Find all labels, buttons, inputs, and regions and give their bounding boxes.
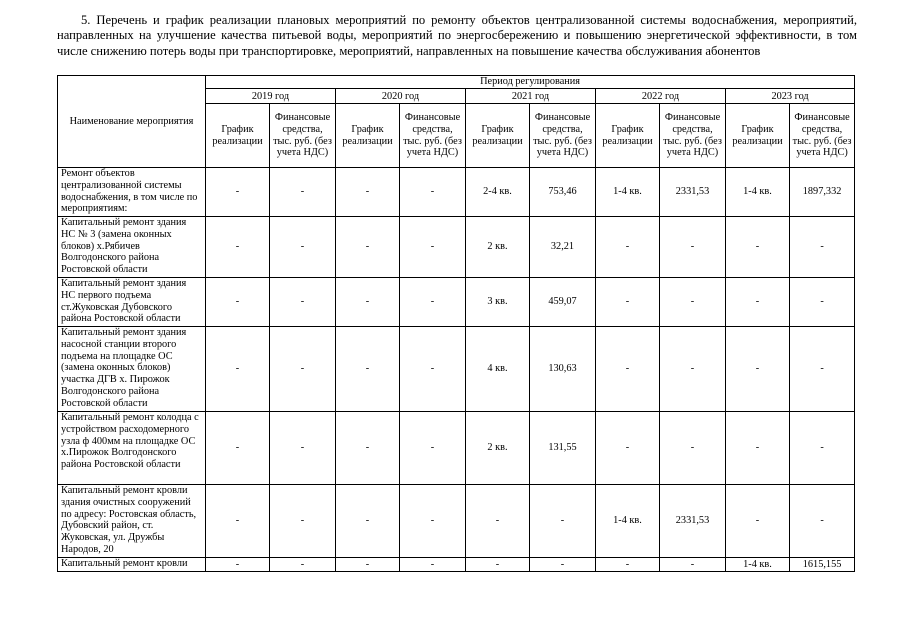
schedule-cell: 2 кв. [466,217,530,278]
table-row [58,558,855,572]
year-header: 2022 год [596,89,726,104]
finance-cell: - [270,412,336,485]
finance-cell: - [660,278,726,327]
schedule-cell: - [466,485,530,558]
measure-name-cell: Капитальный ремонт здания насосной станции второго подъема на площадке ОС (замена оконных блоков) участка ДГВ х. Пирожок Волгодонского района Ростовской области [58,327,206,412]
schedule-cell: - [206,558,270,572]
finance-cell: - [400,217,466,278]
table-row [58,412,855,485]
schedule-column-header: График реализации [596,104,660,168]
schedule-cell: - [726,217,790,278]
finance-cell: 459,07 [530,278,596,327]
table-body [58,168,855,572]
finance-cell: - [270,558,336,572]
finance-column-header: Финансовые средства, тыс. руб. (без учета НДС) [660,104,726,168]
finance-cell: 1897,332 [790,168,855,217]
schedule-column-header: График реализации [726,104,790,168]
schedule-cell: 1-4 кв. [596,485,660,558]
finance-cell: - [270,217,336,278]
finance-cell: - [400,327,466,412]
schedule-cell: - [336,278,400,327]
schedule-cell: - [206,278,270,327]
finance-cell: - [660,327,726,412]
finance-cell: 753,46 [530,168,596,217]
finance-column-header: Финансовые средства, тыс. руб. (без учета НДС) [270,104,336,168]
schedule-cell: - [726,485,790,558]
measure-name-cell: Капитальный ремонт колодца с устройством расходомерного узла ф 400мм на площадке ОС х.Пирожок Волгодонского района Ростовской области [58,412,206,485]
schedule-cell: - [596,327,660,412]
finance-cell: - [790,278,855,327]
schedule-cell: - [726,327,790,412]
year-header: 2021 год [466,89,596,104]
finance-cell: - [660,412,726,485]
finance-cell: 2331,53 [660,485,726,558]
measure-name-cell: Капитальный ремонт здания НС № 3 (замена оконных блоков) х.Рябичев Волгодонского района Ростовской области [58,217,206,278]
schedule-cell: - [596,412,660,485]
finance-cell: - [790,485,855,558]
schedule-cell: 2-4 кв. [466,168,530,217]
finance-cell: 32,21 [530,217,596,278]
period-header: Период регулирования [206,76,855,89]
section-heading-text: 5. Перечень и график реализации плановых мероприятий по ремонту объектов централизованной системы водоснабжения, мероприятий, направленных на улучшение качества питьевой воды, мероприятий по энергосбережению и повышению энергетической эффективности, в том числе снижению потерь воды при транспортировке, мероприятий, направленных на повышение качества обслуживания абонентов [57,13,857,58]
header-row-period [58,76,855,89]
finance-cell: - [660,558,726,572]
table-row [58,327,855,412]
finance-cell: - [270,485,336,558]
finance-cell: - [400,485,466,558]
schedule-cell: - [206,168,270,217]
schedule-cell: 2 кв. [466,412,530,485]
finance-column-header: Финансовые средства, тыс. руб. (без учета НДС) [530,104,596,168]
schedule-column-header: График реализации [206,104,270,168]
schedule-cell: 4 кв. [466,327,530,412]
year-header: 2019 год [206,89,336,104]
table-row [58,485,855,558]
schedule-cell: - [336,412,400,485]
schedule-cell: 1-4 кв. [726,168,790,217]
schedule-cell: - [336,558,400,572]
schedule-cell: - [336,168,400,217]
section-heading [57,13,857,59]
measure-name-cell: Капитальный ремонт кровли [58,558,206,572]
schedule-cell: - [726,412,790,485]
schedule-cell: - [726,278,790,327]
finance-cell: - [660,217,726,278]
schedule-cell: - [206,485,270,558]
schedule-cell: 1-4 кв. [596,168,660,217]
finance-cell: - [790,412,855,485]
finance-cell: - [790,327,855,412]
schedule-cell: 1-4 кв. [726,558,790,572]
finance-cell: - [400,278,466,327]
finance-cell: - [270,168,336,217]
measures-table [57,75,855,572]
table-row [58,278,855,327]
schedule-column-header: График реализации [336,104,400,168]
finance-cell: - [530,485,596,558]
schedule-cell: - [466,558,530,572]
measure-name-cell: Капитальный ремонт кровли здания очистных сооружений по адресу: Ростовская область, Дубовский район, ст. Жуковская, ул. Дружбы Народов, 20 [58,485,206,558]
year-header: 2023 год [726,89,855,104]
year-header: 2020 год [336,89,466,104]
schedule-cell: - [206,327,270,412]
schedule-cell: - [206,217,270,278]
finance-cell: - [400,558,466,572]
finance-cell: 1615,155 [790,558,855,572]
finance-cell: - [270,278,336,327]
schedule-cell: - [336,485,400,558]
measure-name-cell: Ремонт объектов централизованной системы водоснабжения, в том числе по мероприятиям: [58,168,206,217]
finance-cell: 130,63 [530,327,596,412]
schedule-cell: - [206,412,270,485]
schedule-cell: 3 кв. [466,278,530,327]
schedule-cell: - [596,217,660,278]
finance-cell: - [530,558,596,572]
finance-column-header: Финансовые средства, тыс. руб. (без учета НДС) [790,104,855,168]
schedule-column-header: График реализации [466,104,530,168]
finance-cell: 2331,53 [660,168,726,217]
schedule-cell: - [336,217,400,278]
finance-cell: 131,55 [530,412,596,485]
schedule-cell: - [596,558,660,572]
finance-column-header: Финансовые средства, тыс. руб. (без учета НДС) [400,104,466,168]
schedule-cell: - [596,278,660,327]
name-column-header: Наименование мероприятия [58,76,206,168]
schedule-cell: - [336,327,400,412]
table-row [58,168,855,217]
finance-cell: - [400,168,466,217]
finance-cell: - [270,327,336,412]
finance-cell: - [400,412,466,485]
measure-name-cell: Капитальный ремонт здания НС первого подъема ст.Жуковская Дубовского района Ростовской области [58,278,206,327]
finance-cell: - [790,217,855,278]
table-row [58,217,855,278]
